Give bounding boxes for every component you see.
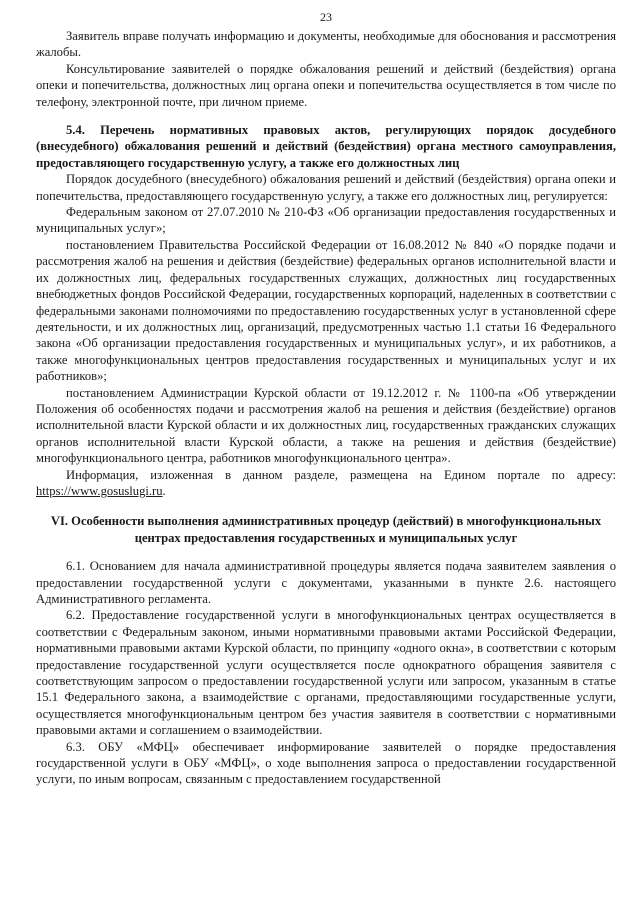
paragraph-6-3: 6.3. ОБУ «МФЦ» обеспечивает информирование заявителей о порядке предоставления государственной услуги в ОБУ «МФЦ», о ходе выполнения запроса о предоставлении государственной услуги, по иным вопросам, связанным с предоставлением государственной [36, 739, 616, 787]
paragraph-appeal-order: Порядок досудебного (внесудебного) обжалования решений и действий (бездействия) органа опеки и попечительства, предоставляющего государственную услугу, а также его должностных лиц, регулируется: [36, 172, 616, 203]
paragraph-6-1: 6.1. Основанием для начала административной процедуры является подача заявителем заявления о предоставлении государственной услуги с документами, указанными в пункте 2.6. настоящего Административного регламента. [36, 559, 616, 606]
paragraph-federal-law: Федеральным законом от 27.07.2010 № 210-ФЗ «Об организации предоставления государственных и муниципальных услуг»; [36, 205, 616, 236]
paragraph-applicant-rights: Заявитель вправе получать информацию и документы, необходимые для обоснования и рассмотрения жалобы. [36, 29, 616, 60]
paragraph-consulting: Консультирование заявителей о порядке обжалования решений и действий (бездействия) органа опеки и попечительства, должностных лиц органа опеки и попечительства осуществляется в том числе по телефону, электронной почте, при личном приеме. [36, 61, 616, 109]
heading-5-4: 5.4. Перечень нормативных правовых актов, регулирующих порядок досудебного (внесудебного) обжалования решений и действий (бездействия) органа местного самоуправления, предоставляющего государственную услугу, а также его должностных лиц [36, 123, 616, 170]
gosuslugi-link[interactable]: https://www.gosuslugi.ru [36, 483, 163, 498]
document-page [36, 8, 616, 788]
page-number: 23 [320, 10, 332, 24]
section-6-title: VI. Особенности выполнения административных процедур (действий) в многофункциональных центрах предоставления государственных и муниципальных услуг [50, 514, 602, 545]
paragraph-government-decree: постановлением Правительства Российской Федерации от 16.08.2012 № 840 «О порядке подачи и рассмотрения жалоб на решения и действия (бездействие) федеральных органов исполнительной власти и их должностных лиц, федеральных государственных служащих, должностных лиц государственных внебюджетных фондов Российской Федерации, государственных корпораций, наделенных в соответствии с федеральными законами полномочиями по предоставлению государственных услуг в установленной сфере деятельности, и их должностных лиц, организаций, предусмотренных частью 1.1 статьи 16 Федерального закона «Об организации предоставления государственных и муниципальных услуг», и их работников, а также многофункциональных центров предоставления государственных и муниципальных услуг и их работников»; [36, 237, 616, 384]
paragraph-info-portal [36, 467, 616, 500]
paragraph-6-2: 6.2. Предоставление государственной услуги в многофункциональных центрах осуществляется в соответствии с Федеральным законом, иными нормативными правовыми актами Российской Федерации, нормативными правовыми актами Курской области, по принципу «одного окна», в соответствии с которым предоставление государственной услуги осуществляется после однократного обращения заявителя с соответствующим запросом о предоставлении государственной услуги или запросом, указанным в статье 15.1 Федерального закона, а взаимодействие с органами, предоставляющими государственные услуги, осуществляется многофункциональным центром без участия заявителя в соответствии с нормативными правовыми актами и соглашением о взаимодействии. [36, 608, 616, 738]
paragraph-kursk-decree: постановлением Администрации Курской области от 19.12.2012 г. № 1100-па «Об утверждении Положения об особенностях подачи и рассмотрения жалоб на решения и действия (бездействие) органов исполнительной власти Курской области и их должностных лиц, государственных гражданских служащих органов исполнительной власти Курской области, а также на решения и действия (бездействие) многофункционального центра, работников многофункционального центра». [36, 385, 616, 466]
info-end: . [162, 483, 166, 498]
info-text: Информация, изложенная в данном разделе, размещена на Едином портале по адресу: [66, 467, 616, 482]
